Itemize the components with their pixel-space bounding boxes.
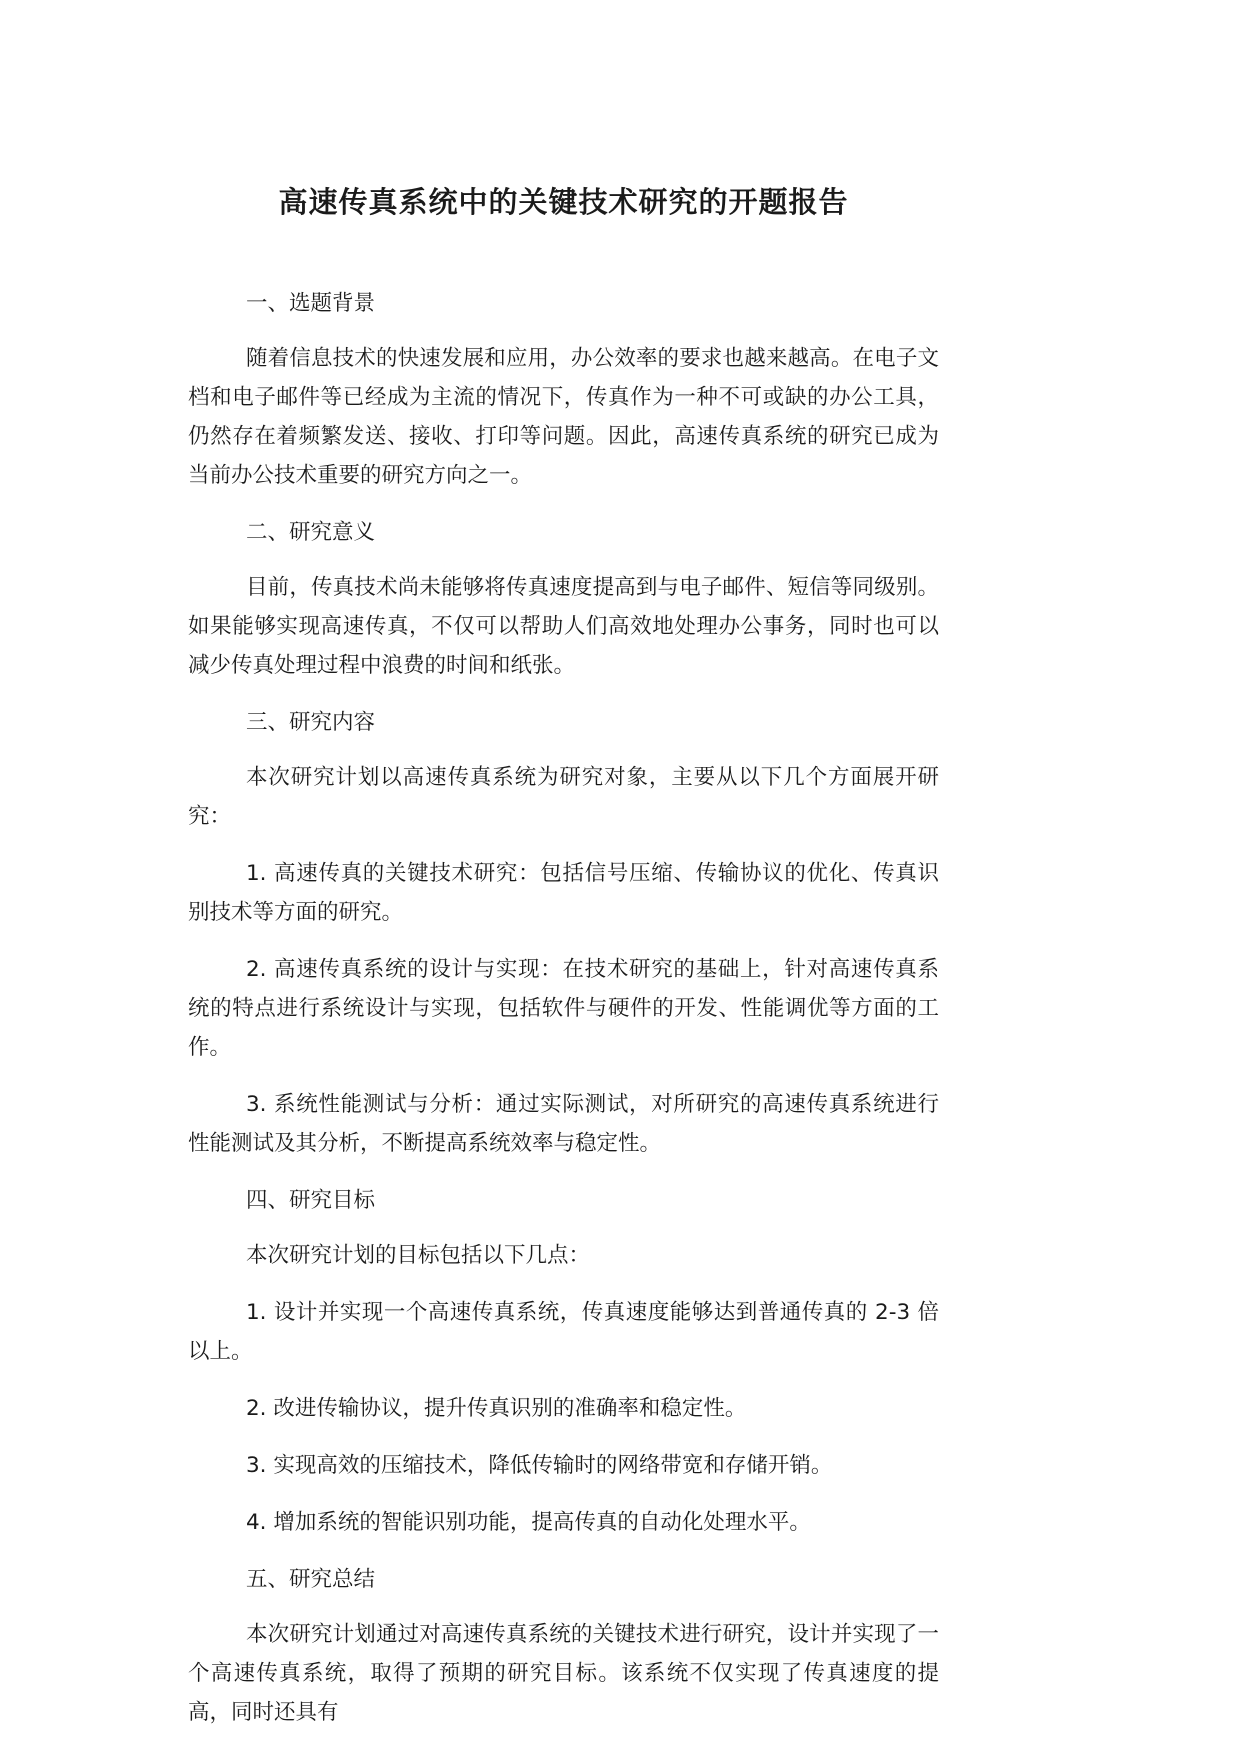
list-item: 1. 高速传真的关键技术研究：包括信号压缩、传输协议的优化、传真识别技术等方面的研究。 [188,861,939,925]
section-heading: 四、研究目标 [246,1188,376,1213]
paragraph: 本次研究计划的目标包括以下几点： [246,1243,591,1268]
paragraph: 本次研究计划通过对高速传真系统的关键技术进行研究，设计并实现了一个高速传真系统，取得了预期的研究目标。该系统不仅实现了传真速度的提高，同时还具有 [188,1622,939,1725]
paragraph: 本次研究计划以高速传真系统为研究对象，主要从以下几个方面展开研究： [188,765,939,829]
section-heading: 一、选题背景 [246,291,376,316]
paragraph: 目前，传真技术尚未能够将传真速度提高到与电子邮件、短信等同级别。如果能够实现高速传真，不仅可以帮助人们高效地处理办公事务，同时也可以减少传真处理过程中浪费的时间和纸张。 [188,575,939,678]
document-title: 高速传真系统中的关键技术研究的开题报告 [278,185,849,219]
section-heading: 五、研究总结 [246,1567,376,1592]
section-heading: 二、研究意义 [246,520,376,545]
list-item: 2. 改进传输协议，提升传真识别的准确率和稳定性。 [246,1396,747,1421]
list-item: 3. 系统性能测试与分析：通过实际测试，对所研究的高速传真系统进行性能测试及其分析，不断提高系统效率与稳定性。 [188,1092,939,1156]
list-item: 2. 高速传真系统的设计与实现：在技术研究的基础上，针对高速传真系统的特点进行系统设计与实现，包括软件与硬件的开发、性能调优等方面的工作。 [188,957,939,1060]
list-item: 1. 设计并实现一个高速传真系统，传真速度能够达到普通传真的 2-3 倍以上。 [188,1300,939,1364]
list-item: 4. 增加系统的智能识别功能，提高传真的自动化处理水平。 [246,1510,811,1535]
document-body [188,284,939,1732]
section-heading: 三、研究内容 [246,710,376,735]
list-item: 3. 实现高效的压缩技术，降低传输时的网络带宽和存储开销。 [246,1453,833,1478]
paragraph: 随着信息技术的快速发展和应用，办公效率的要求也越来越高。在电子文档和电子邮件等已经成为主流的情况下，传真作为一种不可或缺的办公工具，仍然存在着频繁发送、接收、打印等问题。因此，高速传真系统的研究已成为当前办公技术重要的研究方向之一。 [188,346,939,488]
